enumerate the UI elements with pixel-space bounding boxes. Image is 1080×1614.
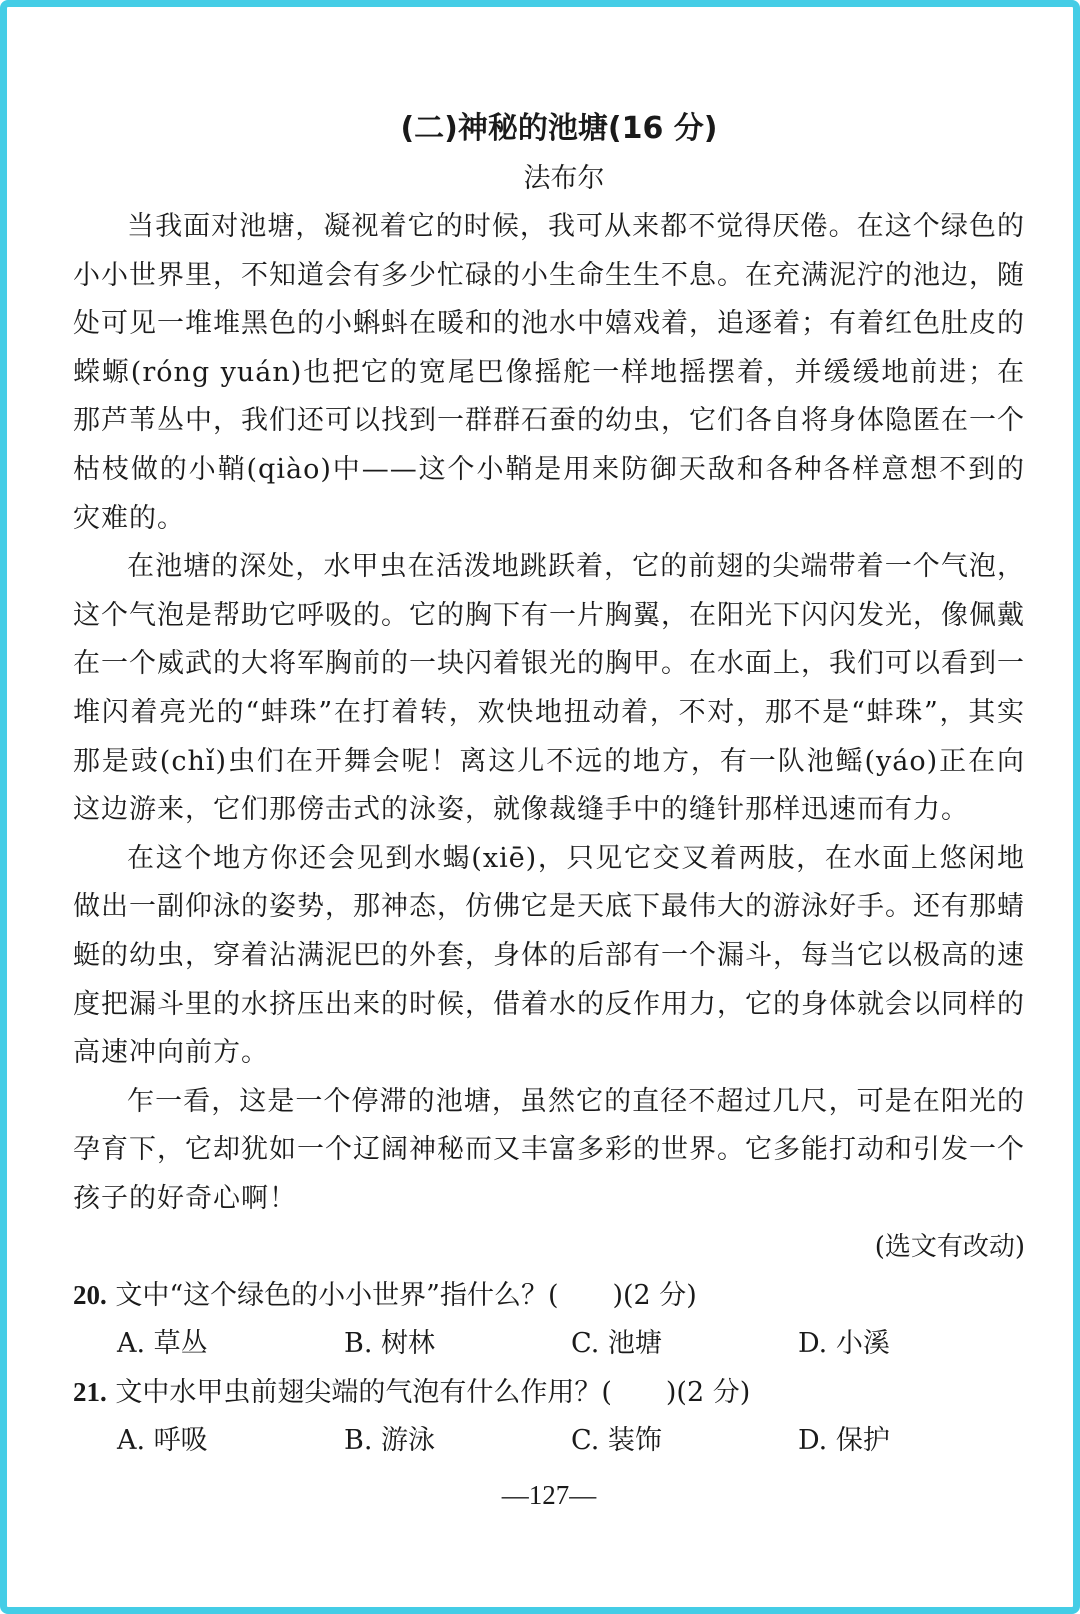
question-options [73,1320,1025,1368]
option-b: B. 树林 [344,1328,436,1360]
option-c: C. 装饰 [571,1425,662,1457]
paragraph-2: 在池塘的深处，水甲虫在活泼地跳跃着，它的前翅的尖端带着一个气泡，这个气泡是帮助它呼吸的。它的胸下有一片胸翼，在阳光下闪闪发光，像佩戴在一个威武的大将军胸前的一块闪着银光的胸甲。在水面上，我们可以看到一堆闪着亮光的“蚌珠”在打着转，欢快地扭动着，不对，那不是“蚌珠”，其实那是豉(chǐ)虫们在开舞会呢！离这儿不远的地方，有一队池鳐(yáo)正在向这边游来，它们那傍击式的泳姿，就像裁缝手中的缝针那样迅速而有力。 [73,551,1025,826]
option-b: B. 游泳 [344,1425,436,1457]
question-number: 20. [73,1280,107,1311]
question-text [73,1368,1025,1417]
author: 法布尔 [523,163,605,194]
document-page [73,107,1025,1515]
paragraph-1: 当我面对池塘，凝视着它的时候，我可从来都不觉得厌倦。在这个绿色的小小世界里，不知道会有多少忙碌的小生命生生不息。在充满泥泞的池边，随处可见一堆堆黑色的小蝌蚪在暖和的池水中嬉戏着，追逐着；有着红色肚皮的蝾螈(róng yuán)也把它的宽尾巴像摇舵一样地摇摆着，并缓缓地前进；在那芦苇丛中，我们还可以找到一群群石蚕的幼虫，它们各自将身体隐匿在一个枯枝做的小鞘(qiào)中——这个小鞘是用来防御天敌和各种各样意想不到的灾难的。 [73,211,1025,534]
question-20 [73,1271,1025,1368]
question-21 [73,1368,1025,1465]
question-options [73,1417,1025,1465]
question-text [73,1271,1025,1320]
option-a: A. 草丛 [117,1328,208,1360]
page-number: —127— [501,1480,597,1511]
option-a: A. 呼吸 [117,1425,208,1457]
paragraph-3: 在这个地方你还会见到水蝎(xiē)，只见它交叉着两肢，在水面上悠闲地做出一副仰泳的姿势，那神态，仿佛它是天底下最伟大的游泳好手。还有那蜻蜓的幼虫，穿着沾满泥巴的外套，身体的后部有一个漏斗，每当它以极高的速度把漏斗里的水挤压出来的时候，借着水的反作用力，它的身体就会以同样的高速冲向前方。 [73,842,1025,1069]
section-title: (二)神秘的池塘(16 分) [400,111,718,146]
option-d: D. 小溪 [798,1328,890,1360]
question-number: 21. [73,1377,107,1408]
option-d: D. 保护 [798,1425,890,1457]
question-body: 文中“这个绿色的小小世界”指什么？( )(2 分) [115,1280,697,1312]
source-note: (选文有改动) [874,1232,1025,1263]
option-c: C. 池塘 [571,1328,662,1360]
paragraph-4: 乍一看，这是一个停滞的池塘，虽然它的直径不超过几尺，可是在阳光的孕育下，它却犹如一个辽阔神秘而又丰富多彩的世界。它多能打动和引发一个孩子的好奇心啊！ [73,1085,1025,1214]
question-body: 文中水甲虫前翅尖端的气泡有什么作用？( )(2 分) [115,1377,751,1409]
